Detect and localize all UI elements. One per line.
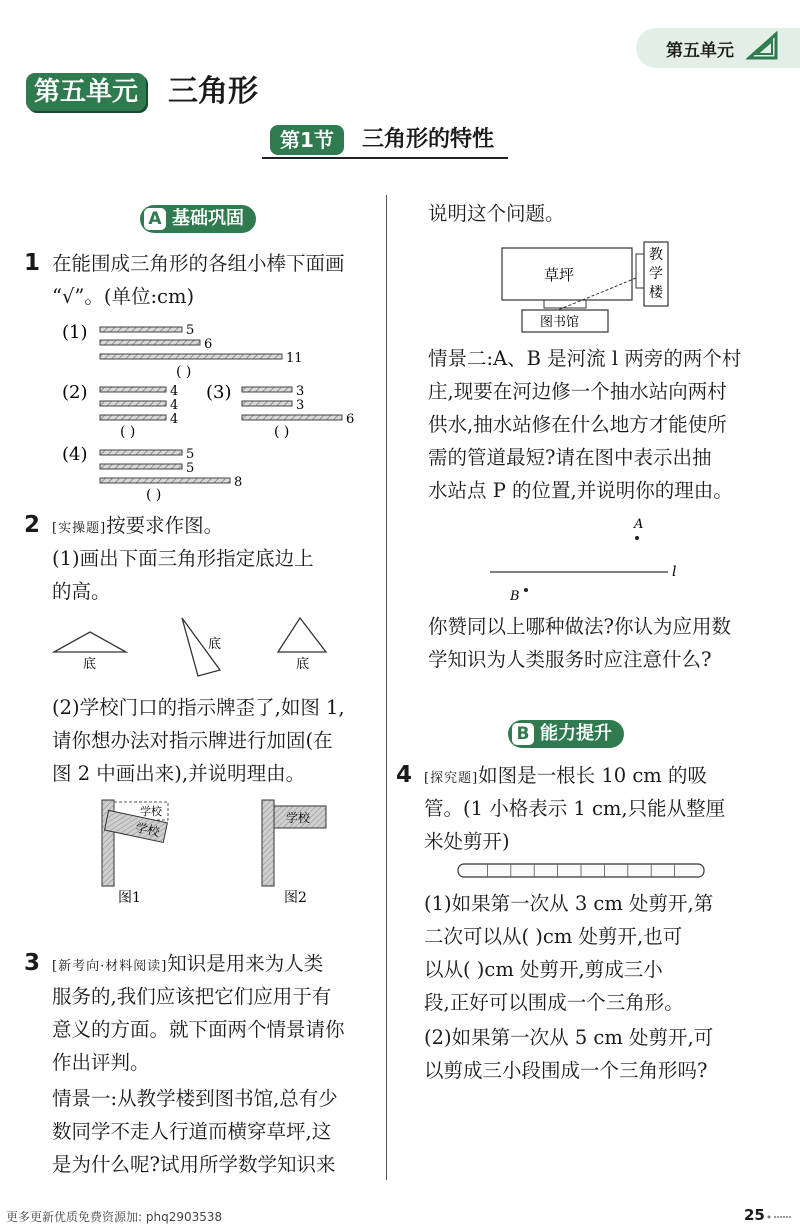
q2-p1-line2: 的高。 [52, 580, 111, 603]
q2-p2-line1: (2)学校门口的指示牌歪了,如图 1, [52, 696, 345, 719]
q1-g1-stick3 [100, 354, 282, 359]
q4-l2: 管。(1 小格表示 1 cm,只能从整厘 [424, 797, 726, 820]
lawn-label: 草坪 [544, 266, 575, 284]
q4-p2-l2: 以剪成三小段围成一个三角形吗? [424, 1059, 708, 1082]
q1-g3-stick2 [242, 401, 292, 406]
unit-badge: 第五单元 [26, 73, 146, 111]
point-b [524, 588, 528, 592]
q1-g3-label: (3) [206, 382, 232, 403]
q1-g4-len3: 8 [234, 475, 243, 490]
building-step [636, 254, 644, 288]
straw-figure [454, 860, 710, 882]
q3-s2-l3: 供水,抽水站修在什么地方才能使所 [428, 413, 727, 436]
q3-l2: 服务的,我们应该把它们应用于有 [52, 985, 332, 1008]
page-number: 25 [744, 1206, 765, 1224]
fig1-sign-text-ghost: 学校 [140, 805, 162, 818]
q4-l1: 如图是一根长 10 cm 的吸 [478, 764, 707, 787]
q4-p2-l1: (2)如果第一次从 5 cm 处剪开,可 [424, 1026, 714, 1049]
q1-g4-stick2 [100, 464, 182, 469]
q4-p1-l1: (1)如果第一次从 3 cm 处剪开,第 [424, 892, 714, 915]
triangle-ruler-icon [746, 30, 780, 62]
q2-number: 2 [24, 512, 41, 538]
q3-end-l2: 学知识为人类服务时应注意什么? [428, 648, 712, 671]
fig2-sign-text: 学校 [286, 811, 311, 825]
q1-g1-blank: ( ) [176, 364, 192, 380]
q3-s2-l2: 庄,现要在河边修一个抽水站向两村 [428, 380, 727, 403]
q1-line2: “√”。(单位:cm) [52, 285, 195, 308]
q3-s2-l4: 需的管道最短?请在图中表示出抽 [428, 446, 712, 469]
triangle-3 [278, 618, 326, 652]
triangle-3-base: 底 [296, 657, 310, 672]
q2-signs-figure [94, 796, 334, 908]
triangle-1-base: 底 [83, 657, 97, 672]
q4-header [424, 760, 707, 791]
q1-g3-len2: 3 [296, 398, 305, 413]
point-a-label: A [634, 517, 644, 532]
q3-s1-l1: 情景一:从教学楼到图书馆,总有少 [52, 1087, 338, 1110]
q2-p1-line1: (1)画出下面三角形指定底边上 [52, 547, 314, 570]
point-b-label: B [510, 589, 520, 604]
q3-header [52, 948, 323, 979]
triangle-2-base: 底 [208, 637, 222, 652]
part-b-letter: B [512, 723, 534, 745]
q1-g2-len1: 4 [170, 384, 179, 399]
q1-g4-label: (4) [62, 444, 88, 465]
fig2-post [262, 800, 274, 886]
part-b-title: 能力提升 [540, 723, 612, 744]
q2-header [52, 510, 223, 541]
q1-g1-len2: 6 [204, 337, 213, 352]
river-label: l [672, 564, 677, 580]
column-divider [386, 195, 387, 1180]
q1-g4-len1: 5 [186, 447, 195, 462]
q1-g2-stick2 [100, 401, 166, 406]
q4-tag: [探究题] [424, 771, 479, 786]
unit-title: 三角形 [168, 74, 258, 109]
footer-note: 更多更新优质免费资源加: phq2903538 [6, 1210, 223, 1224]
q1-g1-len3: 11 [286, 351, 303, 366]
fig1-sign-text: 学校 [134, 820, 161, 840]
section-title: 三角形的特性 [362, 127, 495, 152]
q1-g2-label: (2) [62, 382, 88, 403]
page-ornament [766, 1213, 794, 1221]
q1-line1: 在能围成三角形的各组小棒下面画 [52, 252, 345, 275]
fig2-caption: 图2 [284, 890, 307, 906]
q3-s1-l3: 是为什么呢?试用所学数学知识来 [52, 1153, 336, 1176]
part-a-heading [140, 205, 256, 233]
q1-g1-len1: 5 [186, 323, 195, 338]
building-char-1: 教 [649, 247, 663, 263]
q1-g1-stick2 [100, 340, 200, 345]
building-char-3: 楼 [649, 285, 663, 301]
point-a [635, 536, 639, 540]
q1-g2-len3: 4 [170, 412, 179, 427]
section-badge: 第1节 [270, 125, 344, 155]
part-a-title: 基础巩固 [172, 208, 244, 229]
q1-g4-blank: ( ) [146, 487, 162, 503]
q1-g3-len1: 3 [296, 384, 305, 399]
q3-s2-l1: 情景二:A、B 是河流 l 两旁的两个村 [428, 347, 742, 370]
q3-end-l1: 你赞同以上哪种做法?你认为应用数 [428, 615, 731, 638]
q2-triangles-figure [50, 612, 340, 682]
q1-g3-len3: 6 [346, 412, 355, 427]
q4-p1-l4: 段,正好可以围成一个三角形。 [424, 991, 684, 1014]
part-b-heading [508, 720, 624, 748]
q3-campus-figure [496, 238, 676, 338]
q1-g4-len2: 5 [186, 461, 195, 476]
q1-g2-stick3 [100, 415, 166, 420]
fig1-caption: 图1 [118, 890, 141, 906]
q1-sticks-figure [60, 318, 360, 503]
library-label: 图书馆 [540, 315, 580, 330]
q3-tag: [新考向·材料阅读] [52, 959, 168, 974]
triangle-1 [54, 632, 126, 652]
q3-s2-l5: 水站点 P 的位置,并说明你的理由。 [428, 479, 733, 502]
q1-g4-stick3 [100, 478, 230, 483]
q3-river-figure [486, 512, 696, 606]
q3-s1-l4: 说明这个问题。 [428, 202, 565, 225]
q3-l3: 意义的方面。就下面两个情景请你 [52, 1018, 345, 1041]
part-a-letter: A [144, 208, 166, 230]
q1-g2-stick1 [100, 387, 166, 392]
q4-p1-l3: 以从( )cm 处剪开,剪成三小 [424, 958, 663, 981]
q3-l4: 作出评判。 [52, 1051, 150, 1074]
unit-tab-label: 第五单元 [666, 41, 734, 61]
q1-number: 1 [24, 250, 41, 276]
building-char-2: 学 [649, 266, 663, 282]
q4-p1-l2: 二次可以从( )cm 处剪开,也可 [424, 925, 683, 948]
q3-l1: 知识是用来为人类 [167, 952, 324, 975]
q1-g3-stick3 [242, 415, 342, 420]
q2-line1: 按要求作图。 [106, 514, 224, 537]
q3-s1-l2: 数同学不走人行道而横穿草坪,这 [52, 1120, 332, 1143]
q1-g2-blank: ( ) [120, 424, 136, 440]
q4-number: 4 [396, 762, 413, 788]
q4-l3: 米处剪开) [424, 830, 510, 853]
q1-g3-stick1 [242, 387, 292, 392]
q1-g4-stick1 [100, 450, 182, 455]
q1-g1-stick1 [100, 327, 182, 332]
q2-p2-line2: 请你想办法对指示牌进行加固(在 [52, 729, 333, 752]
q1-g3-blank: ( ) [274, 424, 290, 440]
q2-tag: [实操题] [52, 521, 107, 536]
q1-g1-label: (1) [62, 322, 88, 343]
q2-p2-line3: 图 2 中画出来),并说明理由。 [52, 762, 306, 785]
q3-number: 3 [24, 950, 41, 976]
q1-g2-len2: 4 [170, 398, 179, 413]
